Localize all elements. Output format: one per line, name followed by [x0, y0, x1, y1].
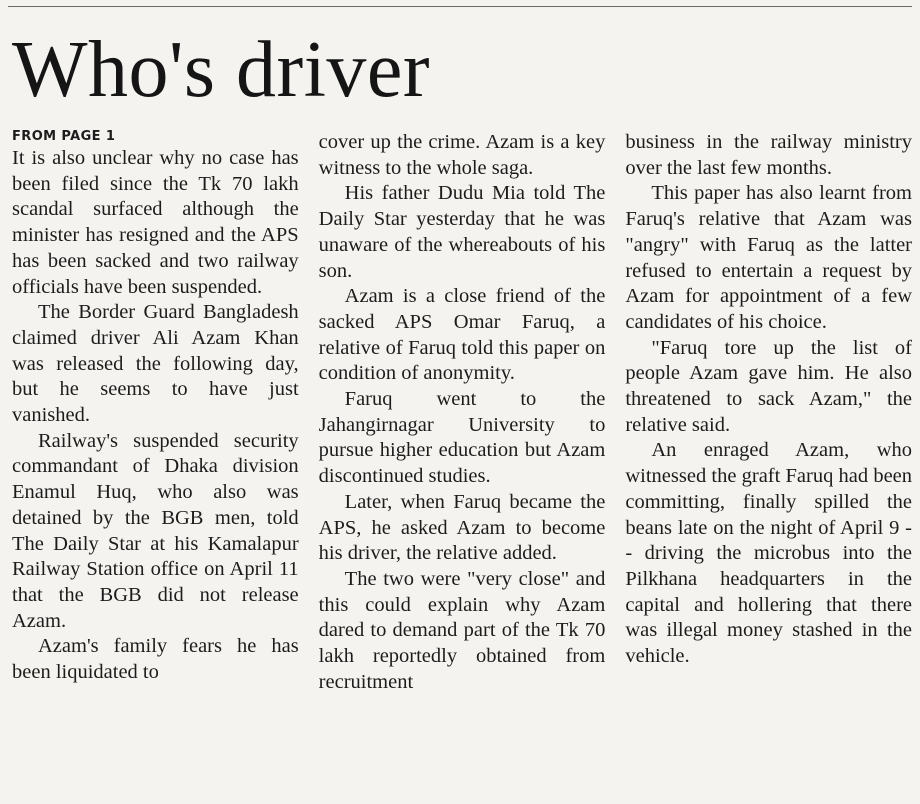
paragraph: The two were "very close" and this could explain why Azam dared to demand part of the Tk 70 lakh reportedly obtained from recruitment [318, 567, 606, 693]
paragraph: Azam's family fears he has been liquidated to [12, 635, 299, 684]
paragraph: Later, when Faruq became the APS, he asked Azam to become his driver, the relative added. [318, 490, 606, 565]
column-2 [319, 130, 606, 794]
paragraph: This paper has also learnt from Faruq's relative that Azam was "angry" with Faruq as the latter refused to entertain a request by Azam for appointment of a few candidates of his choice. [625, 182, 913, 333]
kicker: FROM PAGE 1 [12, 129, 116, 144]
paragraph: His father Dudu Mia told The Daily Star yesterday that he was unaware of the whereabouts of his son. [318, 182, 606, 282]
column-1 [12, 130, 299, 794]
paragraph: Railway's suspended security commandant of Dhaka division Enamul Huq, who also was detained by the BGB men, told The Daily Star at his Kamalapur Railway Station office on April 11 that the BGB did not release Azam. [12, 429, 299, 632]
paragraph: "Faruq tore up the list of people Azam gave him. He also threatened to sack Azam," the relative said. [625, 336, 913, 436]
top-rule [8, 6, 912, 7]
paragraph: The Border Guard Bangladesh claimed driver Ali Azam Khan was released the following day, but he seems to have just vanished. [12, 301, 299, 427]
article-body [12, 130, 912, 794]
paragraph: business in the railway ministry over the last few months. [625, 131, 913, 179]
paragraph: Azam is a close friend of the sacked APS Omar Faruq, a relative of Faruq told this paper on condition of anonymity. [318, 285, 606, 385]
headline: Who's driver [12, 26, 431, 114]
paragraph: Faruq went to the Jahangirnagar University to pursue higher education but Azam discontinued studies. [318, 388, 606, 488]
paragraph: It is also unclear why no case has been filed since the Tk 70 lakh scandal surfaced although the minister has resigned and the APS has been sacked and two railway officials have been suspended. [12, 147, 299, 298]
paragraph: An enraged Azam, who witnessed the graft Faruq had been committing, finally spilled the beans late on the night of April 9 -- driving the microbus into the Pilkhana headquarters in the capital and hollering that there was illegal money stashed in the vehicle. [625, 439, 913, 668]
column-3 [625, 130, 912, 794]
paragraph: cover up the crime. Azam is a key witness to the whole saga. [318, 131, 606, 179]
